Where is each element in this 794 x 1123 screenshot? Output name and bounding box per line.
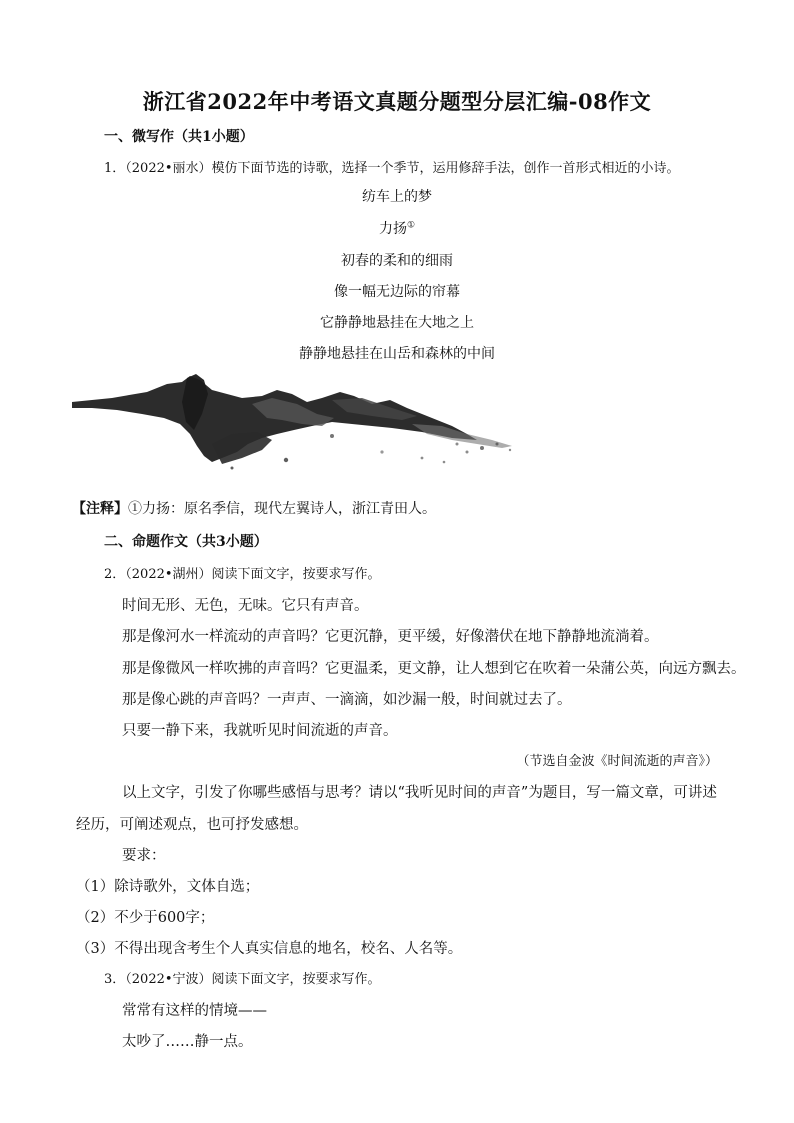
passage-paragraph: 时间无形、无色，无味。它只有声音。 — [122, 598, 369, 614]
page-title: 浙江省2022年中考语文真题分题型分层汇编-08作文 — [142, 89, 652, 114]
question-source: （2022•宁波） — [125, 972, 212, 987]
passage-paragraph: 那是像心跳的声音吗？一声声、一滴滴，如沙漏一般，时间就过去了。 — [122, 692, 572, 708]
poem-line: 它静静地悬挂在大地之上 — [320, 315, 474, 331]
footnote-text: ①力扬：原名季信，现代左翼诗人，浙江青田人。 — [128, 501, 436, 517]
question-prompt: 阅读下面文字，按要求写作。 — [211, 567, 381, 582]
footnote-label: 【注释】 — [72, 501, 128, 517]
poem-title: 纺车上的梦 — [362, 189, 432, 205]
poem-line: 静静地悬挂在山岳和森林的中间 — [299, 346, 495, 362]
requirement-item: （2）不少于600字； — [76, 910, 215, 926]
question-source: （2022•湖州） — [125, 567, 212, 582]
question-1 — [104, 157, 680, 176]
question-number: 1． — [104, 161, 126, 176]
question-prompt: 模仿下面节选的诗歌，选择一个季节，运用修辞手法，创作一首形式相近的小诗。 — [211, 161, 680, 176]
ink-landscape-illustration — [72, 374, 522, 474]
poem-line: 初春的柔和的细雨 — [341, 253, 453, 269]
passage-paragraph: 只要一静下来，我就听见时间流逝的声音。 — [122, 723, 398, 739]
writing-task-continued: 经历，可阐述观点，也可抒发感想。 — [76, 817, 308, 833]
poem-line: 像一幅无边际的帘幕 — [334, 284, 460, 300]
passage-paragraph: 那是像河水一样流动的声音吗？它更沉静，更平缓，好像潜伏在地下静静地流淌着。 — [122, 629, 659, 645]
poem-author-name: 力扬 — [378, 221, 407, 237]
footnote — [72, 498, 436, 518]
question-source: （2022•丽水） — [125, 161, 212, 176]
section-heading-topic-essay: 二、命题作文（共3小题） — [104, 534, 268, 550]
passage-paragraph: 那是像微风一样吹拂的声音吗？它更温柔，更文静，让人想到它在吹着一朵蒲公英，向远方飘去。 — [122, 661, 746, 677]
requirement-item: （1）除诗歌外，文体自选； — [76, 879, 260, 895]
writing-task: 以上文字，引发了你哪些感悟与思考？请以“我听见时间的声音”为题目，写一篇文章，可讲述 — [122, 785, 717, 801]
question-number: 3． — [104, 972, 126, 987]
question-3 — [104, 968, 381, 987]
requirement-item: （3）不得出现含考生个人真实信息的地名，校名、人名等。 — [76, 941, 463, 957]
passage-paragraph: 常常有这样的情境—— — [122, 1003, 267, 1019]
passage-citation: （节选自金波《时间流逝的声音》） — [516, 754, 718, 769]
section-heading-micro-writing: 一、微写作（共1小题） — [104, 129, 254, 145]
poem-author — [0, 218, 794, 238]
question-number: 2． — [104, 567, 126, 582]
requirements-label: 要求： — [122, 848, 166, 864]
question-prompt: 阅读下面文字，按要求写作。 — [211, 972, 381, 987]
passage-paragraph: 太吵了……静一点。 — [122, 1034, 253, 1050]
question-2 — [104, 563, 381, 582]
footnote-marker: ① — [406, 220, 416, 231]
